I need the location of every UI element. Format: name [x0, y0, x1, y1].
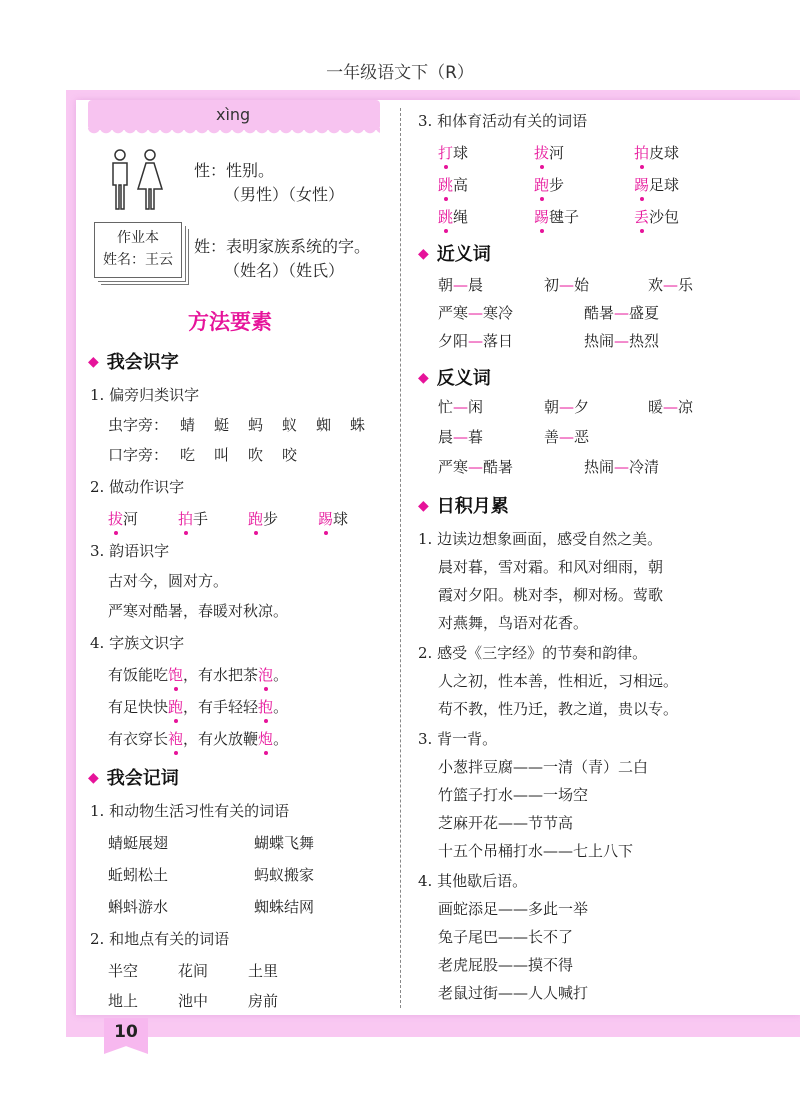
- riji-line: 4. 其他歇后语。: [418, 872, 528, 890]
- word-pair: 初—始: [544, 276, 590, 294]
- highlight-char: 跑: [534, 176, 550, 194]
- char-item: 吃: [180, 446, 196, 464]
- highlight-char: 抱: [258, 698, 274, 716]
- char-item: 蛛: [350, 416, 366, 434]
- notebook-image: [94, 222, 182, 278]
- word-pair: 忙—闲: [438, 398, 484, 416]
- sport-word: 踢毽子: [534, 208, 580, 226]
- action-word: [108, 508, 138, 529]
- male-female-icon: [106, 148, 166, 212]
- shizi-p3: 3. 韵语识字: [90, 542, 170, 560]
- riji-line: 芝麻开花——节节高: [438, 814, 574, 832]
- notebook-name: 姓名：王云: [103, 252, 173, 268]
- action-word: [178, 508, 208, 529]
- char-item: 吹: [248, 446, 264, 464]
- word-item: 土里: [248, 962, 279, 980]
- riji-line: 老鼠过街——人人喊打: [438, 984, 589, 1002]
- sport-word: 丢沙包: [634, 208, 680, 226]
- word-item: 地上: [108, 992, 139, 1010]
- jici-p2: 2. 和地点有关的词语: [90, 930, 230, 948]
- highlight-char: 拍: [634, 144, 650, 162]
- word-pair: 严寒—寒冷: [438, 304, 514, 322]
- pinyin-text: xìng: [216, 105, 251, 124]
- highlight-char: 踢: [534, 208, 550, 226]
- diamond-icon: ◆: [418, 246, 429, 262]
- jici-p1: 1. 和动物生活习性有关的词语: [90, 802, 290, 820]
- sports-words-title: 3. 和体育活动有关的词语: [418, 112, 588, 130]
- word-item: 蜘蛛结网: [254, 898, 315, 916]
- riji-line: 2. 感受《三字经》的节奏和韵律。: [418, 644, 648, 662]
- shizi-p1a-label: 虫字旁：: [108, 416, 169, 434]
- shizi-p4: 4. 字族文识字: [90, 634, 185, 652]
- section-title: 反义词: [436, 368, 491, 389]
- family-line: 有足快快跑，有手轻轻抱。: [108, 698, 289, 716]
- word-item: 池中: [178, 992, 209, 1010]
- left-column: [88, 100, 388, 1010]
- word-item: 蜻蜓展翅: [108, 834, 169, 852]
- word-pair: 朝—晨: [438, 276, 484, 294]
- highlight-char: 跳: [438, 176, 454, 194]
- word-pair: 热闹—热烈: [584, 332, 660, 350]
- riji-line: 老虎屁股——摸不得: [438, 956, 574, 974]
- highlight-char: 跑: [168, 698, 184, 716]
- section-title: 日积月累: [436, 496, 509, 517]
- highlight-char: 拔: [534, 144, 550, 162]
- riji-line: 3. 背一背。: [418, 730, 498, 748]
- char-item: 蚁: [282, 416, 298, 434]
- pink-frame-bottom: [66, 1015, 800, 1037]
- highlight-char: 泡: [258, 666, 274, 684]
- word-rest: 球: [333, 510, 349, 528]
- highlight-char: 踢: [634, 176, 650, 194]
- xing-def-1-examples: （男性）（女性）: [224, 185, 345, 204]
- xing-def-1: 性：性别。: [194, 161, 275, 180]
- highlight-char: 袍: [168, 730, 184, 748]
- section-title: 我会识字: [106, 352, 179, 373]
- diamond-icon: ◆: [88, 354, 99, 370]
- word-pair: 欢—乐: [648, 276, 694, 294]
- section-title: 我会记词: [106, 768, 179, 789]
- word-item: 蚯蚓松土: [108, 866, 169, 884]
- sport-word: 跑步: [534, 176, 565, 194]
- page-header: 一年级语文下（R）: [326, 63, 474, 83]
- char-item: 蜘: [316, 416, 332, 434]
- riji-line: 兔子尾巴——长不了: [438, 928, 574, 946]
- section-jici-heading: [88, 764, 179, 790]
- column-divider: [400, 108, 401, 1008]
- method-title: 方法要素: [188, 309, 272, 334]
- diamond-icon: ◆: [418, 498, 429, 514]
- word-rest: 步: [263, 510, 279, 528]
- word-pair: 严寒—酷暑: [438, 458, 514, 476]
- riji-line: 画蛇添足——多此一举: [438, 900, 589, 918]
- diamond-icon: ◆: [88, 770, 99, 786]
- word-item: 蚂蚁搬家: [254, 866, 315, 884]
- riji-line: 晨对暮，雪对霜。和风对细雨，朝: [438, 558, 664, 576]
- highlight-char: 跑: [248, 510, 264, 528]
- sport-word: 跳高: [438, 176, 469, 194]
- banner-scallop: [88, 128, 380, 136]
- sport-word: 拍皮球: [634, 144, 680, 162]
- riji-line: 人之初，性本善，性相近，习相远。: [438, 672, 679, 690]
- word-item: 房前: [248, 992, 279, 1010]
- action-word: [318, 508, 348, 529]
- highlight-char: 炮: [258, 730, 274, 748]
- riji-line: 竹篮子打水——一场空: [438, 786, 589, 804]
- highlight-char: 打: [438, 144, 454, 162]
- char-item: 蚂: [248, 416, 264, 434]
- sport-word: 打球: [438, 144, 469, 162]
- highlight-char: 踢: [318, 510, 334, 528]
- char-item: 叫: [214, 446, 230, 464]
- riji-line: 苟不教，性乃迁，教之道，贵以专。: [438, 700, 679, 718]
- word-rest: 河: [123, 510, 139, 528]
- highlight-char: 丢: [634, 208, 650, 226]
- word-pair: 夕阳—落日: [438, 332, 514, 350]
- highlight-char: 拍: [178, 510, 194, 528]
- riji-line: 对燕舞，鸟语对花香。: [438, 614, 589, 632]
- section-fanyi-heading: [418, 364, 491, 390]
- section-jinyi-heading: [418, 240, 491, 266]
- shizi-p2: 2. 做动作识字: [90, 478, 185, 496]
- highlight-char: 饱: [168, 666, 184, 684]
- riji-line: 小葱拌豆腐——一清（青）二白: [438, 758, 649, 776]
- word-rest: 手: [193, 510, 209, 528]
- shizi-p3a: 古对今，圆对方。: [108, 572, 229, 590]
- action-word: [248, 508, 278, 529]
- word-pair: 热闹—冷清: [584, 458, 660, 476]
- shizi-p1b-label: 口字旁：: [108, 446, 169, 464]
- char-item: 蜻: [180, 416, 196, 434]
- char-item: 咬: [282, 446, 298, 464]
- word-item: 花间: [178, 962, 209, 980]
- shizi-p1: 1. 偏旁归类识字: [90, 386, 200, 404]
- word-pair: 酷暑—盛夏: [584, 304, 660, 322]
- section-title: 近义词: [436, 244, 491, 265]
- diamond-icon: ◆: [418, 370, 429, 386]
- pink-frame-left: [66, 90, 76, 1035]
- word-item: 蝴蝶飞舞: [254, 834, 315, 852]
- riji-line: 十五个吊桶打水——七上八下: [438, 842, 634, 860]
- family-line: 有衣穿长袍，有火放鞭炮。: [108, 730, 289, 748]
- section-shizi-heading: [88, 348, 179, 374]
- xing-def-2-examples: （姓名）（姓氏）: [224, 261, 345, 280]
- section-riji-heading: [418, 492, 509, 518]
- sport-word: 跳绳: [438, 208, 469, 226]
- char-item: 蜓: [214, 416, 230, 434]
- shizi-p3b: 严寒对酷暑，春暖对秋凉。: [108, 602, 289, 620]
- highlight-char: 拔: [108, 510, 124, 528]
- sport-word: 拔河: [534, 144, 565, 162]
- family-line: 有饭能吃饱，有水把茶泡。: [108, 666, 289, 684]
- word-pair: 晨—暮: [438, 428, 484, 446]
- word-pair: 朝—夕: [544, 398, 590, 416]
- riji-line: 1. 边读边想象画面，感受自然之美。: [418, 530, 663, 548]
- riji-line: 霞对夕阳。桃对李，柳对杨。莺歌: [438, 586, 664, 604]
- highlight-char: 跳: [438, 208, 454, 226]
- word-pair: 善—恶: [544, 428, 590, 446]
- word-pair: 暖—凉: [648, 398, 694, 416]
- notebook-title: 作业本: [117, 230, 159, 246]
- word-item: 半空: [108, 962, 139, 980]
- word-item: 蝌蚪游水: [108, 898, 169, 916]
- page-number: 10: [114, 1022, 138, 1042]
- xing-def-2: 姓：表明家族系统的字。: [194, 237, 371, 256]
- pinyin-banner: [88, 100, 380, 130]
- sport-word: 踢足球: [634, 176, 680, 194]
